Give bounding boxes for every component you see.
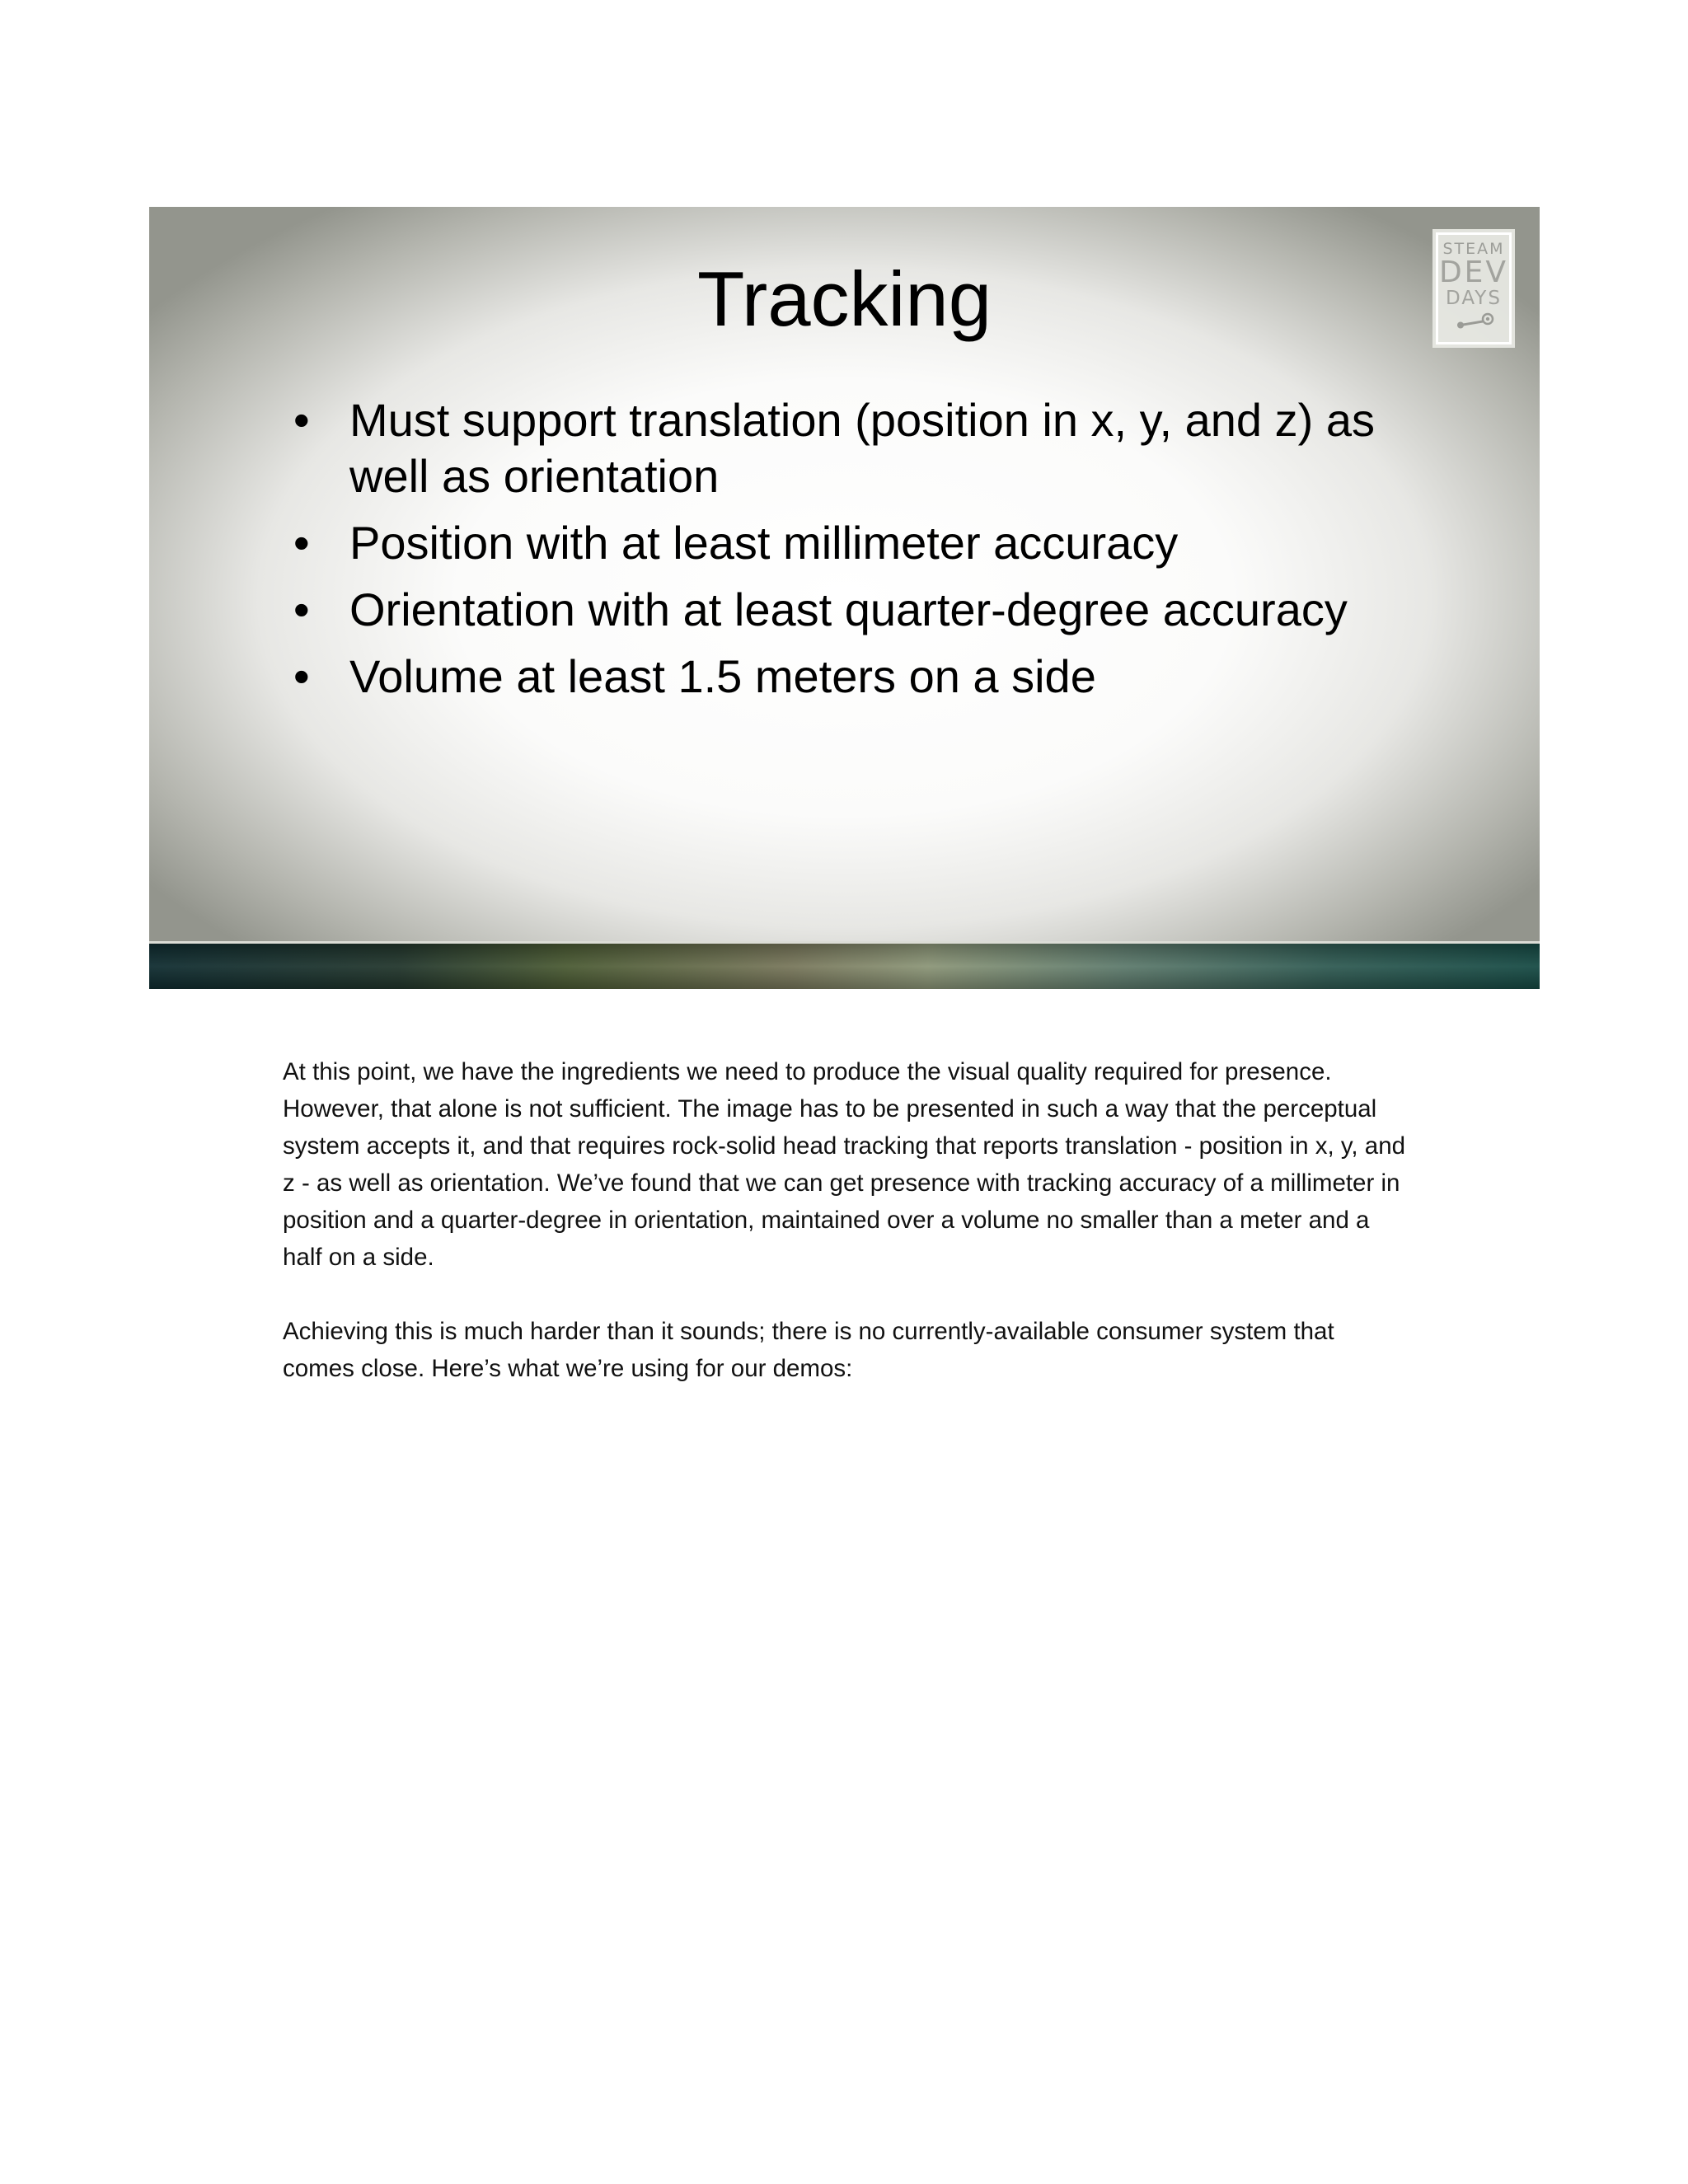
slide-bullet: • Position with at least millimeter accuracy [289,515,1427,571]
notes-paragraph: At this point, we have the ingredients we need to produce the visual quality required for presence. However, that alone is not sufficient. The image has to be presented in such a way that the perceptual system accepts it, and that requires rock-solid head tracking that reports translation - position in x, y, and z - as well as orientation. We’ve found that we can get presence with tracking accuracy of a millimeter in position and a quarter-degree in orientation, maintained over a volume no smaller than a meter and a half on a side. [283,1058,1406,1271]
logo-line-dev: DEV [1438,255,1509,289]
slide-title: Tracking [697,255,992,342]
slide-bullet: • Orientation with at least quarter-degree accuracy [289,582,1427,638]
slide-bullet: • Must support translation (position in x, y, and z) as well as orientation [289,392,1427,504]
slide-bullet: • Volume at least 1.5 meters on a side [289,649,1427,705]
steam-logo-icon [1451,312,1496,333]
slide-bullet-list [289,392,1427,715]
slide-footer-band [149,944,1540,989]
notes-text [283,1053,1412,1424]
steam-dev-days-logo [1432,229,1515,348]
logo-line-days: DAYS [1446,288,1502,309]
slide-image [149,207,1540,989]
logo-line-steam: STEAM [1442,240,1505,258]
notes-paragraph: Achieving this is much harder than it sounds; there is no currently-available consumer system that comes close. Here’s what we’re using for our demos: [283,1318,1334,1382]
